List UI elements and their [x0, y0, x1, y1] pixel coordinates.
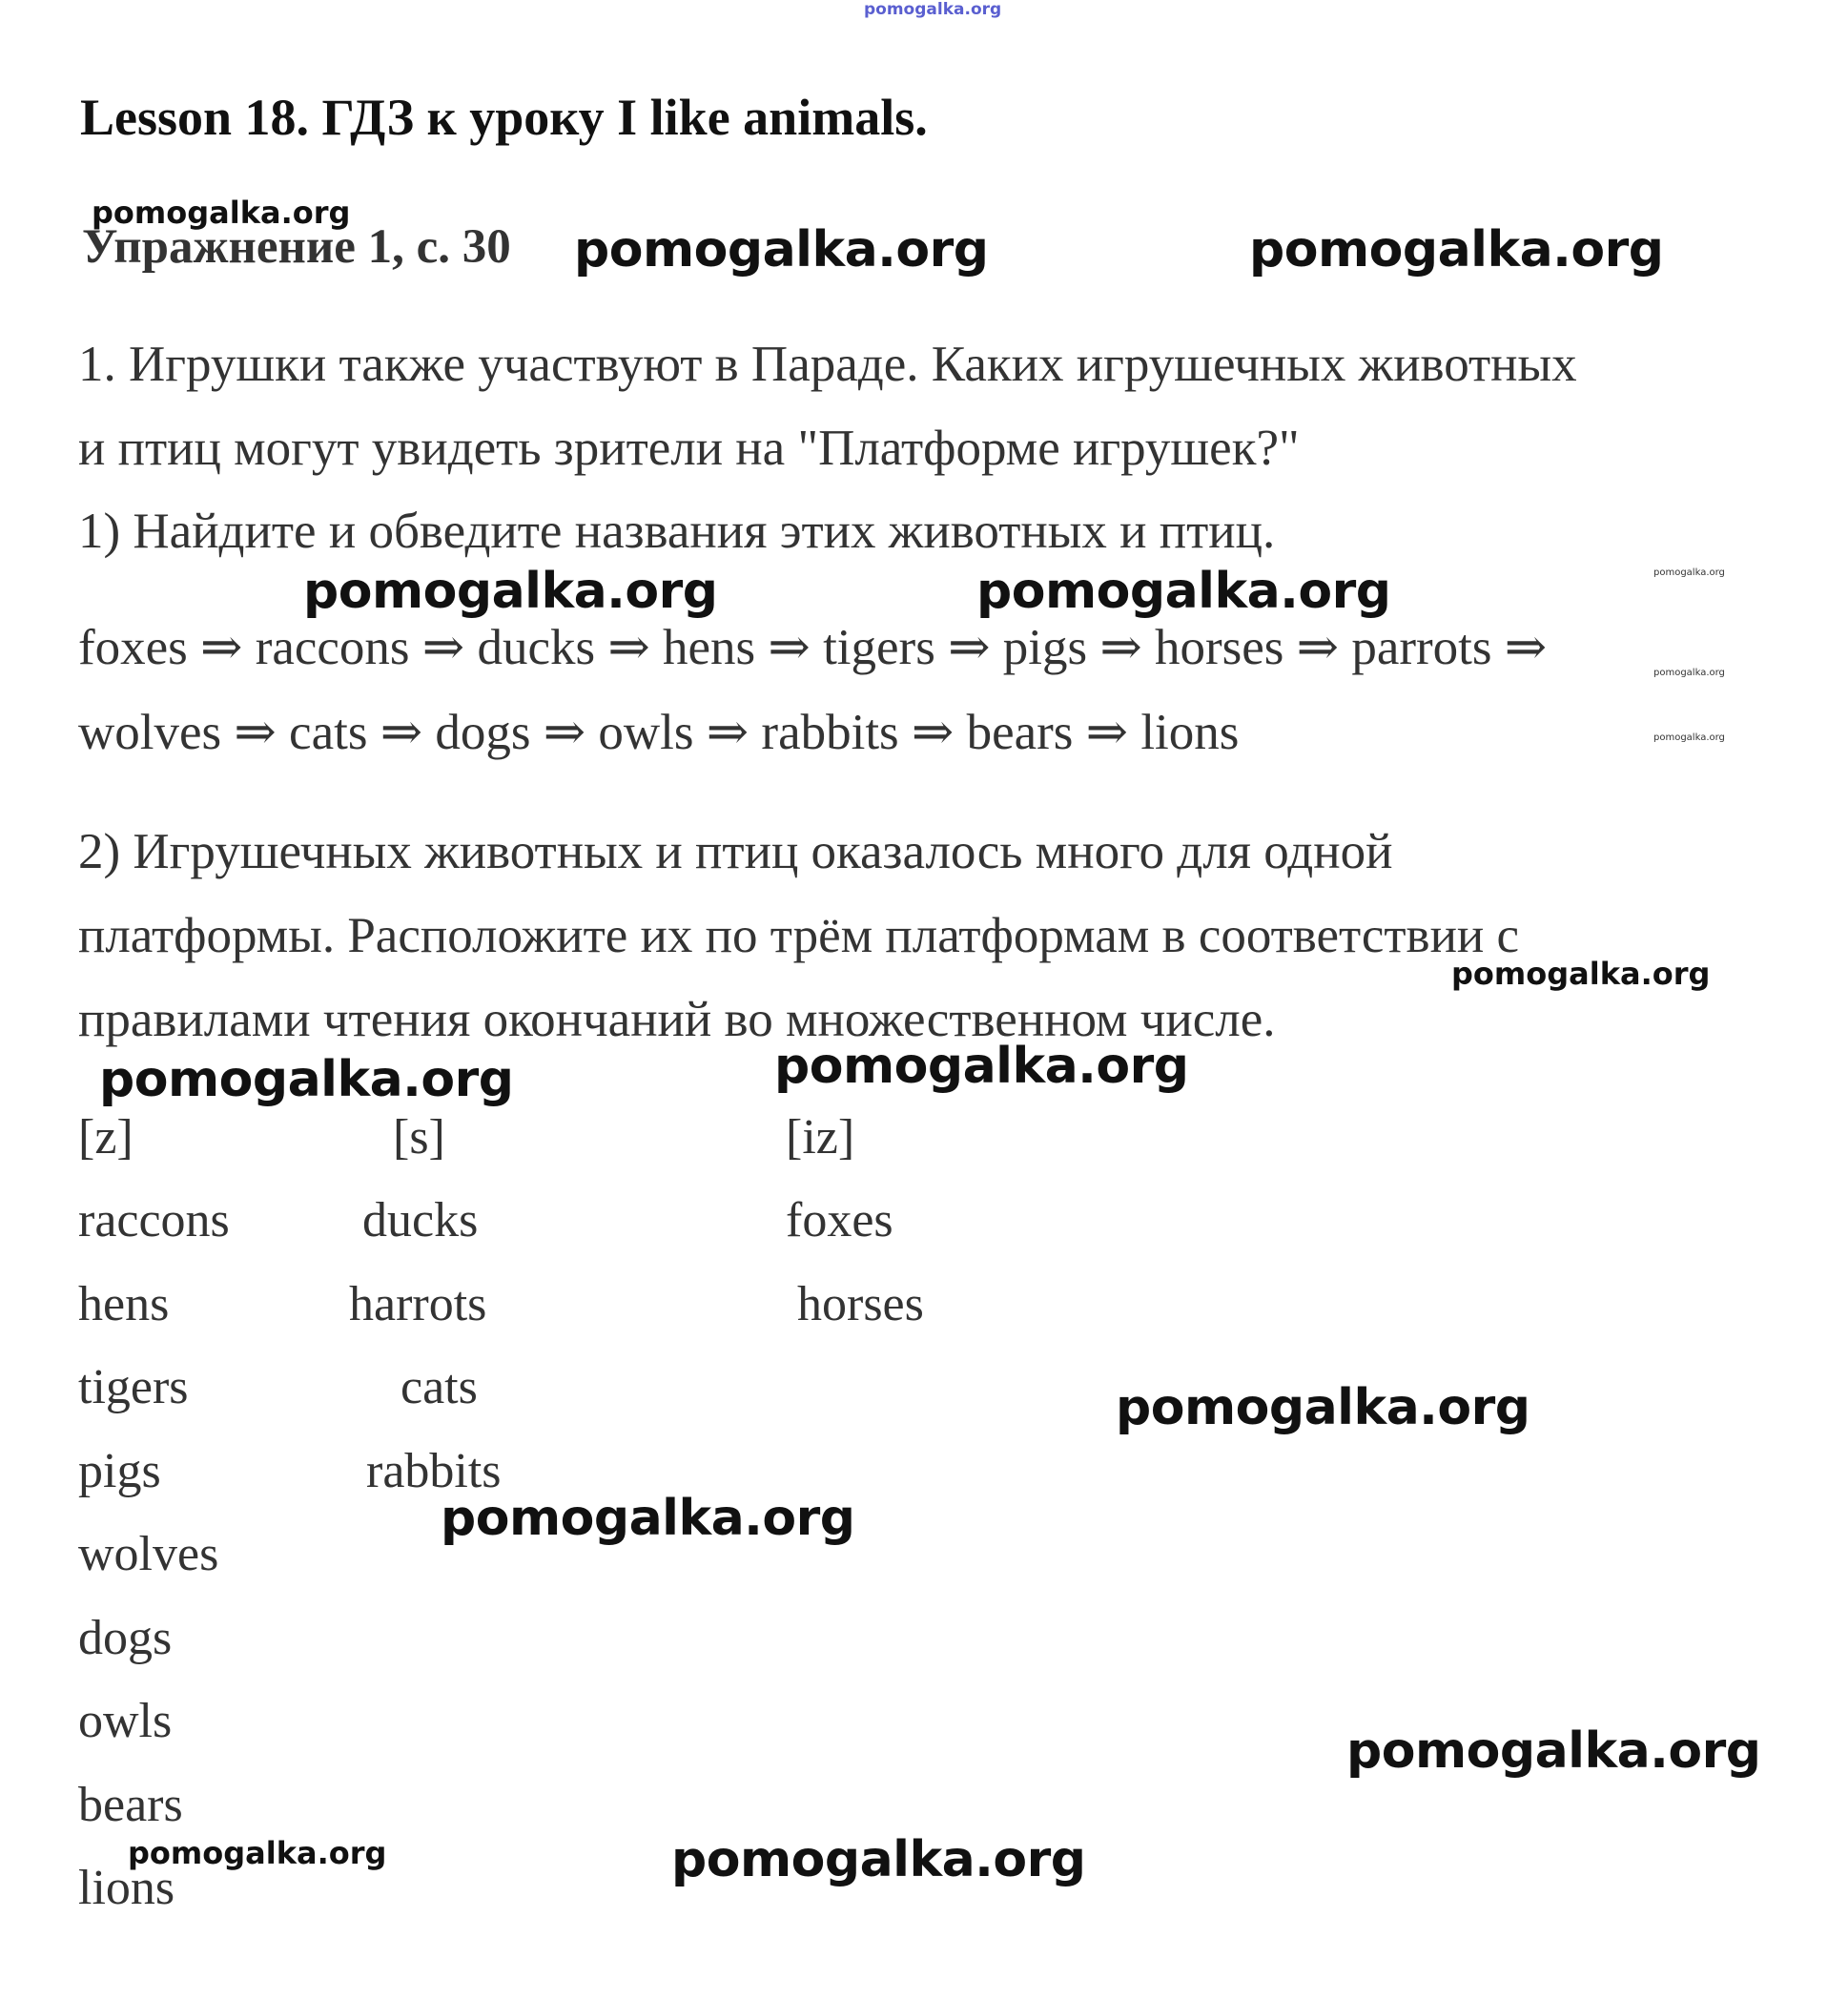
z-word: raccons — [78, 1193, 230, 1247]
z-word: wolves — [78, 1527, 219, 1581]
column-header-z: [z] — [78, 1110, 133, 1165]
watermark: pomogalka.org — [1451, 956, 1711, 992]
watermark: pomogalka.org — [671, 1831, 1086, 1888]
z-word: lions — [78, 1861, 175, 1915]
watermark: pomogalka.org — [1346, 1722, 1761, 1780]
watermark: pomogalka.org — [99, 1051, 514, 1108]
top-watermark: pomogalka.org — [864, 0, 1002, 19]
animal-sequence-line1: foxes ⇒ raccons ⇒ ducks ⇒ hens ⇒ tigers ⇒ pigs ⇒ horses ⇒ parrots ⇒ — [78, 620, 1548, 675]
watermark: pomogalka.org — [1653, 567, 1725, 578]
column-header-iz: [iz] — [786, 1110, 855, 1165]
z-word: pigs — [78, 1444, 161, 1498]
watermark: pomogalka.org — [976, 563, 1391, 620]
z-word: tigers — [78, 1360, 189, 1414]
iz-word: foxes — [786, 1193, 893, 1247]
watermark: pomogalka.org — [92, 195, 351, 231]
watermark: pomogalka.org — [128, 1835, 387, 1871]
watermark: pomogalka.org — [1653, 732, 1725, 743]
watermark: pomogalka.org — [441, 1490, 855, 1547]
page-title: Lesson 18. ГДЗ к уроку I like animals. — [80, 89, 928, 146]
animal-sequence-line2: wolves ⇒ cats ⇒ dogs ⇒ owls ⇒ rabbits ⇒ bears ⇒ lions — [78, 705, 1240, 760]
iz-word: horses — [797, 1277, 924, 1331]
watermark: pomogalka.org — [774, 1038, 1189, 1095]
watermark: pomogalka.org — [1653, 668, 1725, 678]
s-word: rabbits — [366, 1444, 502, 1498]
z-word: hens — [78, 1277, 170, 1331]
task2-line3: правилами чтения окончаний во множественном числе. — [78, 992, 1276, 1047]
watermark: pomogalka.org — [1249, 221, 1664, 278]
watermark: pomogalka.org — [1116, 1379, 1530, 1436]
watermark: pomogalka.org — [574, 221, 989, 278]
column-header-s: [s] — [393, 1110, 445, 1165]
s-word: cats — [400, 1360, 478, 1414]
z-word: bears — [78, 1778, 183, 1832]
z-word: dogs — [78, 1611, 173, 1665]
exercise-heading: Упражнение 1, с. 30 — [82, 220, 511, 274]
task1-intro-line2: и птиц могут увидеть зрители на "Платформе игрушек?" — [78, 421, 1300, 476]
watermark: pomogalka.org — [303, 563, 718, 620]
s-word: harrots — [349, 1277, 487, 1331]
task2-line1: 2) Игрушечных животных и птиц оказалось много для одной — [78, 824, 1393, 879]
task2-line2: платформы. Расположите их по трём платформам в соответствии с — [78, 908, 1520, 963]
s-word: ducks — [362, 1193, 479, 1247]
task1-intro-line1: 1. Игрушки также участвуют в Параде. Каких игрушечных животных — [78, 337, 1577, 392]
z-word: owls — [78, 1694, 173, 1748]
task1-step1: 1) Найдите и обведите названия этих животных и птиц. — [78, 504, 1276, 559]
